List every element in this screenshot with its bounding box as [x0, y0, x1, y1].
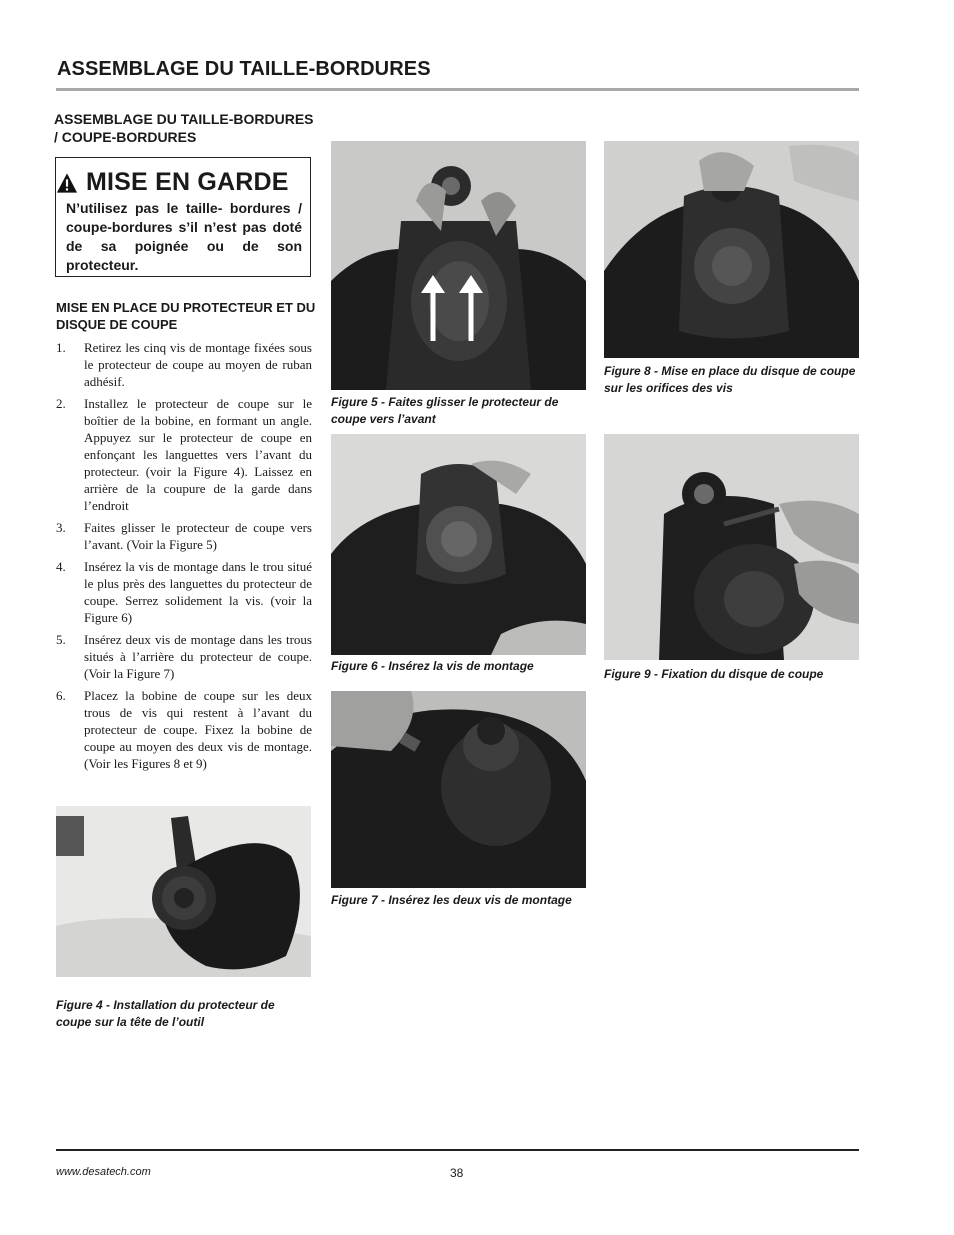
list-item	[56, 395, 312, 514]
step-text: Placez la bobine de coupe sur les deux trous de vis qui restent à l’avant du protecteur de coupe. Fixez la bobine de coupe au moyen des deux vis de montage. (Voir les Figures 8 et 9)	[84, 688, 312, 771]
subsection-title: MISE EN PLACE DU PROTECTEUR ET DU DISQUE DE COUPE	[56, 300, 316, 332]
list-item	[56, 519, 312, 553]
figure-4-caption: Figure 4 - Installation du protecteur de coupe sur la tête de l’outil	[56, 998, 275, 1029]
figure-5-photo	[331, 141, 586, 390]
page-title: ASSEMBLAGE DU TAILLE-BORDURES	[57, 58, 431, 80]
page-number: 38	[450, 1166, 464, 1180]
step-list	[56, 339, 312, 777]
figure-5-caption: Figure 5 - Faites glisser le protecteur de coupe vers l’avant	[331, 395, 559, 426]
warning-triangle-icon	[56, 172, 78, 194]
list-item	[56, 631, 312, 682]
step-number: 3.	[56, 520, 66, 535]
figure-6-photo	[331, 434, 586, 655]
figure-6-caption: Figure 6 - Insérez la vis de montage	[331, 659, 534, 673]
figure-7-caption: Figure 7 - Insérez les deux vis de montage	[331, 893, 572, 907]
step-number: 5.	[56, 632, 66, 647]
figure-8-caption: Figure 8 - Mise en place du disque de coupe sur les orifices des vis	[604, 364, 856, 395]
footer-url: www.desatech.com	[56, 1166, 151, 1178]
warning-title: MISE EN GARDE	[86, 168, 289, 196]
step-text: Retirez les cinq vis de montage fixées sous le protecteur de coupe au moyen de ruban adhésif.	[84, 340, 312, 389]
figure-4-photo	[56, 806, 311, 977]
section-title: ASSEMBLAGE DU TAILLE-BORDURES / COUPE-BORDURES	[54, 111, 314, 145]
step-text: Faites glisser le protecteur de coupe vers l’avant. (Voir la Figure 5)	[84, 520, 312, 552]
list-item	[56, 558, 312, 626]
step-number: 2.	[56, 396, 66, 411]
warning-text: N’utilisez pas le taille- bordures / coupe-bordures s’il n’est pas doté de sa poignée ou de son protecteur.	[66, 200, 302, 273]
step-text: Insérez la vis de montage dans le trou situé le plus près des languettes du protecteur de coupe. Serrez solidement la vis. (voir la Figure 6)	[84, 559, 312, 625]
figure-9-photo	[604, 434, 859, 660]
title-divider	[56, 88, 859, 91]
warning-header	[56, 168, 289, 197]
figure-8-photo	[604, 141, 859, 358]
figure-7-photo	[331, 691, 586, 888]
step-number: 1.	[56, 340, 66, 355]
step-number: 4.	[56, 559, 66, 574]
warning-box	[55, 157, 311, 277]
step-text: Installez le protecteur de coupe sur le boîtier de la bobine, en formant un angle. Appuyez sur le protecteur de coupe en enfonçant les languettes vers l’avant du protecteur. (voir la Figure 4). Laissez en arrière de la coupure de la garde dans l’endroit	[84, 396, 312, 513]
step-number: 6.	[56, 688, 66, 703]
step-text: Insérez deux vis de montage dans les trous situés à l’arrière du protecteur de coupe. (Voir la Figure 7)	[84, 632, 312, 681]
list-item	[56, 687, 312, 772]
footer-divider	[56, 1149, 859, 1151]
figure-9-caption: Figure 9 - Fixation du disque de coupe	[604, 667, 824, 681]
list-item	[56, 339, 312, 390]
